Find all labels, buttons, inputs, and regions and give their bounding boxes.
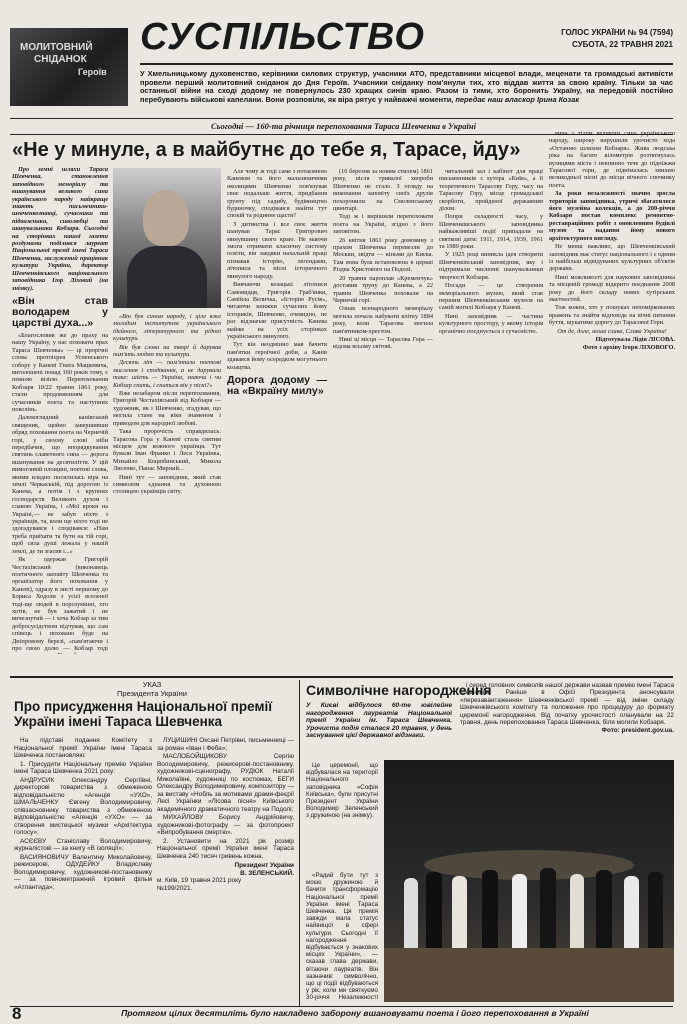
ceremony-photo	[384, 760, 674, 1002]
portrait-photo	[113, 168, 221, 308]
feature-headline: «Не у минуле, а в майбутнє до тебе я, Тарасе, йду»	[12, 139, 521, 161]
stage-floor	[384, 948, 674, 1002]
feature-column-6: вина з тілом великого сина українського народу, широку вирушили урочисто хода «Останню шляхом Кобзаря». Жива людська ріка на багато кілометрів розтягнулась вулицями міста і невпинно тече до підніжжя Тарасової гори, де піднімалась хвилею великодньої пісні до місця вічного спочинку поета. За роки незалежності значно зросла територія заповідника, утричі збагатилося його музейна колекція, а до 200-річчя Кобзаря постав комплекс ремонтно-реставраційних робіт з оновленням будівлі музею та надання йому нового архітектурного вигляду. Не менш важливо, що Шевченківський заповідник має статус національного і є одним із найбільш відвідуваних культурних об'єктів держави. Нині можливості для наукових заповідника та місцевій громаді відкрито поєднання 2008 року до його складу нових хутірських маєтностей. Тож кожен, хто у пошуках непоміркованих вражень та знайти відповідь на вічні питання буття, шукатиме дорогу до Тарасової Гори. От де, доле, наша слава, Слава України! Підготувала Лідія ЛІСОВА. Фото з архіву Ігоря ЛІХОВОГО.	[549, 130, 675, 352]
feature-column-2: «Він був сином народу, і ціле вже молодим інститутом українського ідейного, літературного та рідної культури. Він був слова на творі й дарував пам'ять людям та культура. Десять літ — пам'ятали поетові мислення і сподівання, а не дарували таке: шість — Україна, знаючи і чи Кобзар спить, і сниться він у пісні?» Вже незабаром після перепоховання, Григорій Честахівський від Кобзаря — художник, як і Шевченко, згадував, що могила стане на віки знаменом і приводом для народної любові. Така пророчість справдилась: Тарасова Гора у Каневі стала святим місцем для кожного українця. Тут бували Іван Франко і Леся Українка, Михайло Коцюбинський, Микола Лисенко, Панас Мирний... Нині тут — заповідник, який став символом єднання та духовною столицею українців світу.	[113, 313, 221, 496]
feature-column-4: (10 березня за новим стилем) 1861 року, після тривалої хвороби Шевченко не стало. З огляду на виконання заповіту своїх друзів похоронили на Смоленському цвинтарі. Тоді ж і вирішили перепоховати поета на Україні, згідно з його заповітом. 26 квітня 1861 року домовину з прахом Шевченка перевезли до Москви, звідти — кіньми до Києва. Там вона була встановлена в церкві Різдва Христового на Подолі. 20 травня пароплав «Кременчук» доставив труну до Канева, а 22 травня Шевченка поховали на Чернечій горі. Ознак всенародного меморіалу могила почала набувати влітку 1884 року, коли Тарасова могила пам'ятником-хрестом. Нині ці місця — Тарасова Гора — відома всьому світові.	[333, 168, 433, 351]
issue-date: СУБОТА, 22 ТРАВНЯ 2021	[572, 40, 673, 49]
feature-intro: Про земні шляхи Тараса Шевченка, становлення заповідного меморіалу та вшанування великого сина українського народу найкраще знають письменники-шевченкознавці, сучасники та підвижники, сиволюбці та шанувальники Кобзаря. Сьогодні на сторінках нашої газети роздумами поділився лауреат Національної премії імені Тараса Шевченка, заслужений працівник культури України, директор Шевченківського національного заповідника Ігор Ліховий (на знімку).	[12, 166, 108, 292]
portrait-figure	[143, 190, 189, 246]
symbolic-title: Символічне нагородження	[306, 682, 492, 698]
header-photo	[10, 28, 128, 106]
symbolic-lead: У Києві відбулося 60-те ювілейне нагородження лауреатів Національної премії України ім. Тараса Шевченка. Урочиста подія сталася 20 травня, у день заснування цієї державної відзнаки.	[306, 702, 452, 740]
decree-kicker: УКАЗ Президента України	[117, 680, 187, 698]
symbolic-text-right: і серед головних символів нашої держави назвав премію імені Тараса Шевченка. Раніше в Офісі Президента анонсували «перезавантаження» Шевченківської премії — від зміни складу Шевченківського комітету та положення про процедуру до формату церемонії нагородження. Від початку урочистості планували на 22 травня, день перепоховання Тараса Шевченка, біля могили Кобзаря. Фото: president.gov.ua.	[460, 682, 674, 735]
subhead-1: «Він став володарем у царстві духа...»	[12, 294, 108, 329]
person-figure	[482, 870, 498, 948]
decree-column-2: ЛУЦИШИНІ Оксані Петрівні, письменниці — за роман «Іван і Феба»; МАСЛОБОЙЩИКОВУ Сергію Володимировичу, режисерові-постановнику, художникові-сценографу, РУДЮК Наталії Миколаївні, художниці по костюмах, БЕГИ Олександру Володимировичу, композитору — за виставу «Нобль за мотивами драми-феєрії Лесі Українки «Лісова пісня» Київського академічного драматичного театру на Подолі; МИХАЙЛОВУ Борису Андрійовичу, художникові-фотографу — за фотопроект «Випробування смертю». 2. Установити на 2021 рік розмір Національної премії України імені Тараса Шевченка 240 тисяч гривень кожна. Президент України В. ЗЕЛЕНСЬКИЙ. м. Київ, 19 травня 2021 року №199/2021.	[157, 737, 294, 892]
person-figure	[648, 872, 663, 948]
page-number: 8	[12, 1004, 22, 1023]
feature-kicker: Сьогодні — 160-та річниця перепоховання Тараса Шевченка в Україні	[210, 121, 476, 131]
decree-title: Про присудження Національної премії України імені Тараса Шевченка	[14, 699, 273, 729]
feature-column-5: читальний зал і кабінет для праці письменників з хутора «Київ», а її теоретичного Тарасову Гору, часу на Тарасову Гору, місце громадської скорботи, пройденої державним ділом. Попри складності часу, у Шевченківського заповідника найважливіші події припадали на святкові дати: 1911, 1914, 1939, 1961 та 1989 роки. У 1925 році виникла ідея створити Шевченківський заповідник, яку і підтримали численні шанувальники творчості Кобзаря. Посади — це створення меморіального музею, який став першим Шевченківським музеєм на самій могилі Кобзаря у Каневі. Нині заповідник — частина культурного простору, у якому історія органічно поєднується з сучасністю.	[439, 168, 543, 335]
feature-column-3: Але чому ж тоді саме з потаємною Каневом та його мальовничими околицями Шевченко пов'язував своє подальше життя, придбання ґрунту під садибу, будівництво будиночку, сподівався знайти тут спокій та родинне щастя? З дитинства і все своє життя шанував Тарас Григорович минувшину свого краю. Не маючи змоги отримати класичну систему освіти, він завдяки нахальній праці пізнавав історію, легендами, літописи та пісні історичного минулого народу. Вивчаючи козацькі літописи Самовидця, Григорія Граб'янки, Самійла Величка, «Історію Русів», читаючи книжки сучасних йому істориків, Шевченко, очевидно, не раз відзначав присутність Канева майже на усіх сторінках українського минулого. Тут він неодмінно мав бачити пам'ятки героїчної доби, а Канів здавався йому осередком могутнього козацтва. Дорога додому — на «Вкраїну милу»	[227, 168, 327, 397]
symbolic-text-left-2: «Радий бути тут з моєю дружиною й бачити трансформацію Національної премії України імені Тараса Шевченка. Ця премія завжди мала статус найвищої в сфері культури. Сьогодні її нагородження відбувається у знакових місцях України», — сказав глава держави, вітаючи лауреатів. Він зазначив: символічно, що ці події відбуваються у рік, коли ми святкуємо 30-річчя Незалежності	[306, 872, 378, 1002]
photo-caption: МОЛИТОВНИЙ СНІДАНОК Героїв	[20, 42, 107, 77]
section-title: СУСПІЛЬСТВО	[140, 16, 425, 58]
person-figure	[404, 878, 418, 948]
decree-signature: Президент України В. ЗЕЛЕНСЬКИЙ.	[234, 862, 294, 877]
footer-text: Протягом цілих десятиліть було накладено заборону вшановувати поета і його перепоховання в Україні	[121, 1008, 589, 1018]
decree-number: №199/2021.	[157, 884, 193, 892]
person-figure	[452, 876, 467, 948]
paper-issue: ГОЛОС УКРАЇНИ № 94 (7594)	[561, 28, 673, 37]
person-figure	[570, 874, 584, 948]
decree-column-1: На підставі подання Комітету з Національної премії України імені Тараса Шевченка постановляю: 1. Присудити Національну премію України імені Тараса Шевченка 2021 року: АНДРУСИК Олександру Сергіївні, директорові товариства з обмеженою відповідальністю «Агенція «УХО», ШМАЛЬЧЕНКУ Євгену Володимировичу, співзасновнику товариства з обмеженою відповідальністю «Агенція «УХО» — за створення мистецької музики «Архітектура голосу»; АСЄЄВУ Станіславу Володимировичу, журналістові — за книгу «В ізоляції»; ВАСИЯНОВИЧУ Валентину Миколайовичу, режисерові, ОДУДЕЙКУ Владиславу Володимировичу, художникові-постановнику — за повнометражний ігровий фільм «Атлантида»;	[14, 737, 152, 891]
feature-column-1: Про земні шляхи Тараса Шевченка, становлення заповідного меморіалу та вшанування великого сина українського народу найкраще знають письменники-шевченкознавці, сучасники та підвижники, сиволюбці та шанувальники Кобзаря. Сьогодні на сторінках нашої газети роздумами поділився лауреат Національної премії імені Тараса Шевченка, заслужений працівник культури України, директор Шевченківського національного заповідника Ігор Ліховий (на знімку). «Він став володарем у царстві духа...» «Благословив же до праху на нашу Україну, у нас поховати прах Тараса Шевченка» — ці прорічні слова протоієрея Успенського собору у Каневі Гната Мацкевича, виголошені понад 160 років тому, є певною візією. Перепоховання Кобзаря 10/22 травня 1861 року, стали продовженням для сучасників поета та наступних поколінь. Далекоглядний канівський священик, щойно завершивши обряд поховання поета на Чернечій горі, у своєму слові ніби передбачив, що впорядкування святинь славетного сина — дорога вшанування на десятиліття. У цій вимогливій площині, поетові слова, якими владно посилилась віра на землі Черкаській, під дорогою із Канева, а потім і з крупних господарств Великого духом і славою Україна, і «Мої кроки на Україні,— не забув ніхто з українців, та, коли ще ніхто тоді не здогадувався і сподівався: «Нам треба приїхати та бути на тій горі, щоб сила душі лежала у нашій землі, де ти згасив і...» Як одержав Григорій Честахівський (виконавець поетичного заповіту Шевченка та організатор його поховання у Каневі), одразу в листі першому до Бориса Ходоли з усієї вселеної тоді-ще людей в порозумінні, хто хотів, не був зажатий і не вичезнутий — і хоча Кобзар за тим добросусідством відчував, що сам співець і поховано буде на Дніпровому березі, «пам'ятаючи і про свою долю — Кобзар тоді	[12, 166, 108, 652]
person-figure	[540, 868, 556, 948]
photo-credit: Фото з архіву Ігоря ЛІХОВОГО.	[582, 344, 675, 352]
symbolic-text-left: Це церемонії, що відбувалася на території Національного заповідника «Софія Київська», були присутні Президент України Володимир Зеленський з дружиною (на знімку).	[306, 762, 378, 820]
person-figure	[426, 872, 442, 948]
symbolic-photo-credit: Фото: president.gov.ua.	[601, 727, 674, 735]
person-figure	[596, 870, 612, 948]
decree-place-date: м. Київ, 19 травня 2021 року	[157, 877, 242, 884]
byline: Підготувала Лідія ЛІСОВА.	[595, 335, 675, 343]
subhead-2: Дорога додому — на «Вкраїну милу»	[227, 373, 327, 397]
lead-paragraph: У Хмельницькому духовенство, керівники силових структур, учасники АТО, представники місцевої влади, меценати та громадські активісти провели перший молитовний сніданок до Дня Героїв. Учасники сніданку пом'янули тих, хто віддав життя за свою країну. Тільки за час останньої війни на сході додому не повернулось 230 хращих синів краю. Разом із тими, хто боронить Україну, на передовій постійно перебувають військові капелани. Вони розповіли, як віра рятує у найважчі моменти, передає наш власкор Ірина Козак	[140, 69, 673, 104]
person-figure	[624, 876, 639, 948]
portrait-suit	[127, 246, 207, 308]
person-figure	[512, 874, 527, 948]
